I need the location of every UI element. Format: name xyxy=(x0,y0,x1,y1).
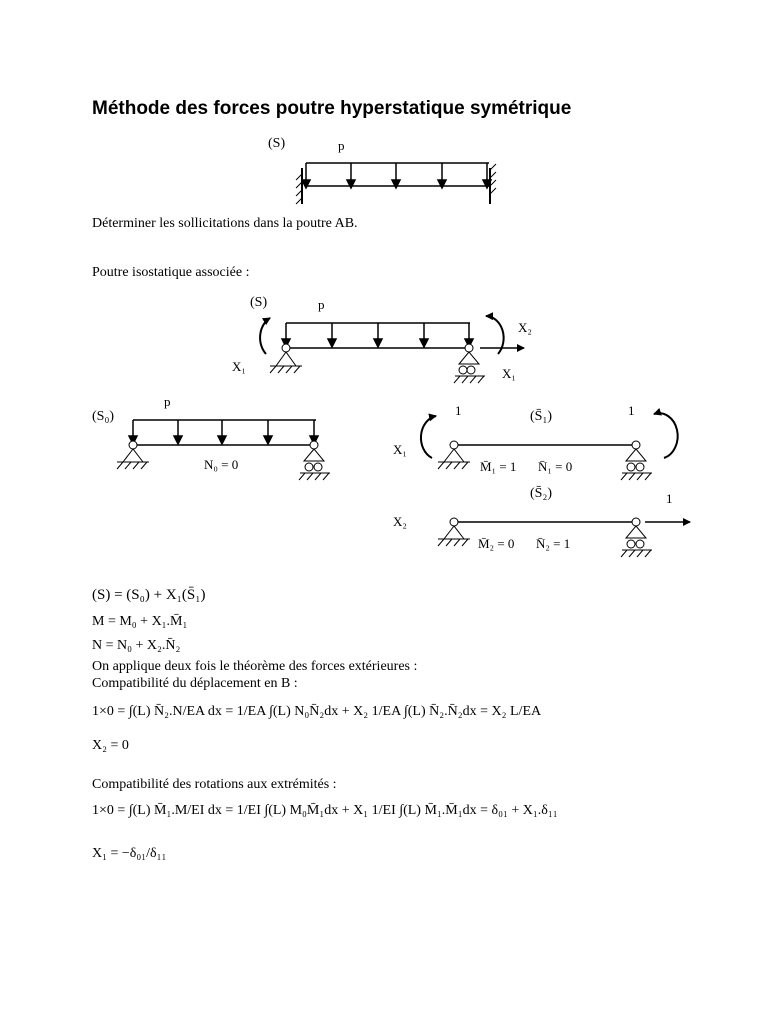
associated-label: Poutre isostatique associée : xyxy=(92,265,250,280)
label-p-1: p xyxy=(338,138,345,153)
label-p-3: p xyxy=(164,394,171,409)
equation-moment: M = M₀ + X₁.M̄₁ xyxy=(92,614,188,629)
label-S0: (S₀) xyxy=(92,409,114,424)
equation-decomposition: (S) = (S₀) + X₁(S̄₁) xyxy=(92,587,206,603)
label-one-right: 1 xyxy=(628,403,635,418)
label-X2: X₂ xyxy=(518,320,532,335)
label-X1-s1: X₁ xyxy=(393,442,407,457)
label-M2: M̄₂ = 0 xyxy=(478,536,515,551)
label-X1-right: X₁ xyxy=(502,366,516,381)
label-N1: N̄₁ = 0 xyxy=(538,459,573,474)
beam-S1 xyxy=(393,403,678,480)
label-S1: (S̄₁) xyxy=(530,409,552,424)
equation-displacement: 1×0 = ∫(L) N̄₂.N/EA dx = 1/EA ∫(L) N₀N̄₂dx + X₂ 1/EA ∫(L) N̄₂.N̄₂dx = X₂ L/EA xyxy=(92,704,542,719)
page-title: Méthode des forces poutre hyperstatique symétrique xyxy=(92,98,572,119)
label-S2: (S̄₂) xyxy=(530,486,552,501)
label-S: (S) xyxy=(268,136,286,151)
label-X1-left: X₁ xyxy=(232,359,246,374)
beam-isostatic xyxy=(232,295,532,383)
label-X2-s2: X₂ xyxy=(393,514,407,529)
theorem-text: On applique deux fois le théorème des forces extérieures : xyxy=(92,659,418,674)
label-M1: M̄₁ = 1 xyxy=(480,459,517,474)
label-p-2: p xyxy=(318,297,325,312)
compatibility-rotation: Compatibilité des rotations aux extrémités : xyxy=(92,777,337,792)
label-N2: N̄₂ = 1 xyxy=(536,536,571,551)
beam-S2 xyxy=(393,485,690,557)
label-one-left: 1 xyxy=(455,403,462,418)
label-S-2: (S) xyxy=(250,295,268,310)
beam-S0 xyxy=(92,394,330,480)
equation-normal: N = N₀ + X₂.N̄₂ xyxy=(92,638,181,653)
result-X1: X₁ = −δ₀₁/δ₁₁ xyxy=(92,846,167,861)
intro-text: Déterminer les sollicitations dans la poutre AB. xyxy=(92,216,358,231)
beam-fixed-fixed xyxy=(268,136,496,204)
equation-rotation: 1×0 = ∫(L) M̄₁.M/EI dx = 1/EI ∫(L) M₀M̄₁dx + X₁ 1/EI ∫(L) M̄₁.M̄₁dx = δ₀₁ + X₁.δ₁₁ xyxy=(92,803,558,818)
result-X2: X₂ = 0 xyxy=(92,738,129,753)
compatibility-displacement: Compatibilité du déplacement en B : xyxy=(92,676,298,691)
label-N0: N₀ = 0 xyxy=(204,457,239,472)
label-one-force: 1 xyxy=(666,491,673,506)
